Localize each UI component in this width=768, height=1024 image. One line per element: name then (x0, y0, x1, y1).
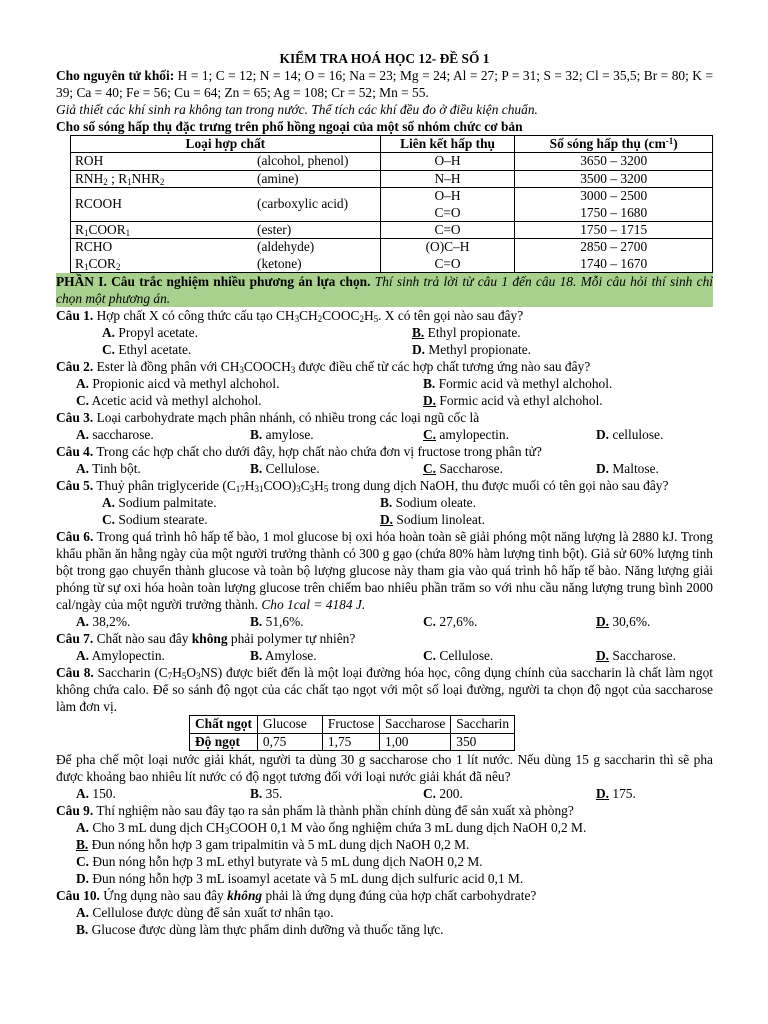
option[interactable]: A. Cho 3 mL dung dịch $CH_3COOH$ 0,1 M vào ống nghiệm chứa 3 mL dung dịch NaOH 0,2 M. (76, 820, 587, 837)
option[interactable]: D. 175. (596, 786, 636, 802)
ir-header-compound: Loại hợp chất (71, 136, 381, 153)
option[interactable]: B. 51,6%. (250, 614, 304, 630)
ir-header-row (71, 136, 713, 153)
ir-row (71, 239, 713, 256)
exam-page (56, 50, 713, 938)
question-5: Câu 5. Thuỷ phân triglyceride $(C_{17}H_{31}COO)_3C_3H_5$ trong dung dịch NaOH, thu được muối có tên gọi nào sau đây? (56, 478, 669, 495)
option[interactable]: A. Amylopectin. (76, 648, 165, 664)
option[interactable]: A. 38,2%. (76, 614, 131, 630)
question-4: Câu 4. Trong các hợp chất cho dưới đây, hợp chất nào chứa đơn vị fructose trong phân tử? (56, 444, 542, 460)
q1-options-row2 (56, 341, 713, 358)
option[interactable]: C. amylopectin. (423, 427, 509, 443)
option[interactable]: C. Saccharose. (423, 461, 503, 477)
q2-options-row2 (56, 392, 713, 409)
part-1-header: PHẦN I. Câu trắc nghiệm nhiều phương án lựa chọn. Thí sinh trả lời từ câu 1 đến câu 18. Mỗi câu hỏi thí sinh chỉ chọn một phương án. (56, 274, 713, 307)
question-7: Câu 7. Chất nào sau đây không phải polymer tự nhiên? (56, 631, 356, 647)
option[interactable]: B. Glucose được dùng làm thực phẩm dinh dưỡng và thuốc tăng lực. (76, 922, 444, 938)
option[interactable]: B. amylose. (250, 427, 314, 443)
option[interactable]: A. saccharose. (76, 427, 154, 443)
ir-compound: $RNH_2$ ; $R_1NHR_2$ (amine) (71, 170, 381, 187)
question-3: Câu 3. Loại carbohydrate mạch phân nhánh, có nhiều trong các loại ngũ cốc là (56, 410, 480, 426)
option[interactable]: A. Propionic aicd và methyl alchohol. (76, 376, 280, 392)
option[interactable]: A. Tinh bột. (76, 461, 141, 477)
atomic-label: Cho nguyên tử khối: (56, 68, 175, 83)
ir-compound: $R_1COOR_1$ (ester) (71, 222, 381, 239)
ir-compound: RCOOH (carboxylic acid) (71, 188, 381, 222)
option[interactable]: B. Đun nóng hỗn hợp 3 gam tripalmitin và 5 mL dung dịch NaOH 0,2 M. (76, 837, 470, 853)
q5-options-row1 (56, 494, 713, 511)
option[interactable]: D. Saccharose. (596, 648, 676, 664)
option[interactable]: C. Sodium stearate. (102, 512, 208, 528)
ir-range: 3650 – 3200 (515, 153, 713, 170)
q6-options (56, 613, 713, 630)
ir-caption: Cho số sóng hấp thụ đặc trưng trên phổ hồng ngoại của một số nhóm chức cơ bản (56, 119, 523, 134)
ir-range: 2850 – 2700 (515, 239, 713, 256)
option[interactable]: D. cellulose. (596, 427, 664, 443)
ir-range: 3500 – 3200 (515, 170, 713, 187)
option[interactable]: B. Ethyl propionate. (412, 325, 521, 341)
option[interactable]: C. Acetic acid và methyl alchohol. (76, 393, 262, 409)
ir-range: 1750 – 1715 (515, 222, 713, 239)
option[interactable]: C. 200. (423, 786, 463, 802)
ir-compound: $R_1COR_2$ (ketone) (71, 256, 381, 273)
q3-options (56, 426, 713, 443)
question-8: Câu 8. Saccharin $(C_7H_5O_3NS)$ được biết đến là một loại đường hóa học, công dụng chính của saccharin là chất làm ngọt không chứa calo. Để so sánh độ ngọt của các chất tạo ngọt với một số loại đường, người ta chọn độ ngọt của saccharose làm đơn vị. (56, 665, 713, 715)
option[interactable]: B. Cellulose. (250, 461, 320, 477)
option[interactable]: B. 35. (250, 786, 283, 802)
ir-row (71, 222, 713, 239)
sweetness-table (189, 715, 515, 751)
ir-compound: RCHO (aldehyde) (71, 239, 381, 256)
option[interactable]: C. 27,6%. (423, 614, 478, 630)
option[interactable]: C. Ethyl acetate. (102, 342, 192, 358)
q8-options (56, 785, 713, 802)
option[interactable]: A. 150. (76, 786, 116, 802)
sweetness-header-row: Chất ngọt Glucose Fructose Saccharose Saccharin (190, 716, 515, 733)
ir-range: 1740 – 1670 (515, 256, 713, 273)
q7-options (56, 647, 713, 664)
question-9: Câu 9. Thí nghiệm nào sau đây tạo ra sản phẩm là thành phần chính dùng để sản xuất xà phòng? (56, 803, 574, 819)
question-2: Câu 2. Ester là đồng phân với $CH_3COOCH_3$ được điều chế từ các hợp chất tương ứng nào sau đây? (56, 359, 591, 376)
q4-options (56, 460, 713, 477)
ir-compound: ROH (alcohol, phenol) (71, 153, 381, 170)
question-8-text: Để pha chế một loại nước giải khát, người ta dùng 30 g saccharose cho 1 lít nước. Nếu dùng 15 g saccharin thì sẽ pha được khoảng bao nhiêu lít nước có độ ngọt tương đối với loại nước giải khát đã nêu? (56, 752, 713, 785)
sweetness-value-row: Độ ngọt 0,75 1,75 1,00 350 (190, 733, 515, 750)
option[interactable]: A. Sodium palmitate. (102, 495, 217, 511)
option[interactable]: A. Propyl acetate. (102, 325, 198, 341)
atomic-masses (56, 67, 713, 101)
ir-bond: O–H C=O (380, 188, 515, 222)
question-1: Câu 1. Hợp chất X có công thức cấu tạo $CH_3CH_2COOC_2H_5$. X có tên gọi nào sau đây? (56, 308, 524, 325)
assumption-note: Giả thiết các khí sinh ra không tan trong nước. Thể tích các khí đều đo ở điều kiện chuẩn. (56, 102, 538, 117)
q2-options-row1 (56, 375, 713, 392)
ir-row (71, 170, 713, 187)
question-6: Câu 6. Trong quá trình hô hấp tế bào, 1 mol glucose bị oxi hóa hoàn toàn sẽ giải phóng một năng lượng là 2880 kJ. Trong khẩu phần ăn hằng ngày của một người trưởng thành có 300 g gạo (chứa 80% hàm lượng tinh bột). Giả sử 60% lượng tinh bột trong gạo chuyển thành glucose và toàn bộ lượng glucose này tham gia vào quá trình hô hấp tế bào. Năng lượng giải phóng từ sự oxi hóa hoàn toàn lượng glucose trên chiếm bao nhiêu phần trăm so với nhu cầu năng lượng trung bình 2000 cal/ngày của một người trưởng thành. Cho 1cal = 4184 J. (56, 529, 713, 613)
ir-bond: O–H (380, 153, 515, 170)
page-title: KIỂM TRA HOÁ HỌC 12- ĐỀ SỐ 1 (279, 51, 490, 66)
ir-row (71, 188, 713, 222)
option[interactable]: B. Amylose. (250, 648, 317, 664)
ir-row (71, 256, 713, 273)
option[interactable]: B. Formic acid và methyl alchohol. (423, 376, 613, 392)
ir-bond: N–H (380, 170, 515, 187)
question-10: Câu 10. Ứng dụng nào sau đây không phải là ứng dụng đúng của hợp chất carbohydrate? (56, 888, 537, 904)
ir-header-bond: Liên kết hấp thụ (380, 136, 515, 153)
ir-header-wavenumber: Số sóng hấp thụ $(cm^{-1})$ (515, 136, 713, 153)
option[interactable]: D. Sodium linoleat. (380, 512, 485, 528)
ir-row (71, 153, 713, 170)
option[interactable]: D. Đun nóng hỗn hợp 3 mL isoamyl acetate và 5 mL dung dịch sulfuric acid 0,1 M. (76, 871, 524, 887)
option[interactable]: D. 30,6%. (596, 614, 651, 630)
option[interactable]: D. Formic acid và ethyl alchohol. (423, 393, 603, 409)
ir-range: 3000 – 2500 1750 – 1680 (515, 188, 713, 222)
ir-table (70, 135, 713, 273)
option[interactable]: B. Sodium oleate. (380, 495, 476, 511)
option[interactable]: D. Methyl propionate. (412, 342, 532, 358)
option[interactable]: C. Cellulose. (423, 648, 494, 664)
ir-bond: C=O (380, 256, 515, 273)
ir-bond: C=O (380, 222, 515, 239)
ir-bond: (O)C–H (380, 239, 515, 256)
q1-options-row1 (56, 324, 713, 341)
q5-options-row2 (56, 511, 713, 528)
atomic-values: H = 1; C = 12; N = 14; O = 16; Na = 23; Mg = 24; Al = 27; P = 31; S = 32; Cl = 35,5; Br = 80; K = 39; Ca = 40; Fe = 56; Cu = 64; Zn = 65; Ag = 108; Cr = 52; Mn = 55. (56, 68, 713, 100)
option[interactable]: A. Cellulose được dùng để sản xuất tơ nhân tạo. (76, 905, 334, 921)
option[interactable]: D. Maltose. (596, 461, 659, 477)
option[interactable]: C. Đun nóng hỗn hợp 3 mL ethyl butyrate và 5 mL dung dịch NaOH 0,2 M. (76, 854, 483, 870)
